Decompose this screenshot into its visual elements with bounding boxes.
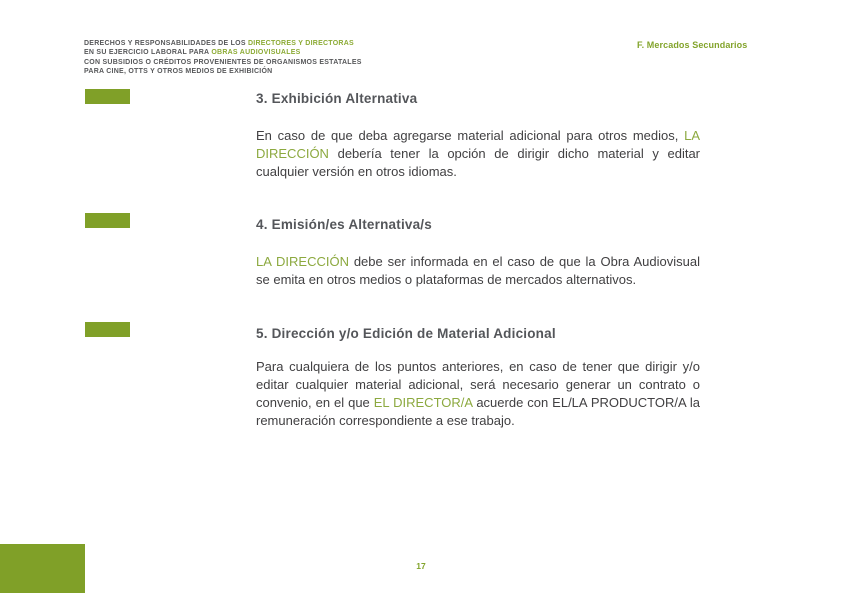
section-paragraph — [256, 127, 700, 181]
header-line-3: CON SUBSIDIOS O CRÉDITOS PROVENIENTES DE ORGANISMOS ESTATALES — [84, 58, 362, 66]
section-marker — [85, 322, 130, 337]
paragraph-text: debe ser informada en el caso de que la Obra Audiovisual se emita en otros medios o plataformas de mercados alternativos. — [256, 254, 700, 287]
section-paragraph — [256, 253, 700, 289]
running-head-section-label: F. Mercados Secundarios — [637, 40, 748, 50]
section-heading: 3. Exhibición Alternativa — [256, 91, 418, 106]
paragraph-text: Para cualquiera de los puntos anteriores, en caso de tener que dirigir y/o editar cualquier material adicional, será necesario generar un contrato o convenio, en el que — [256, 359, 700, 410]
header-line-2-highlight: OBRAS AUDIOVISUALES — [211, 49, 301, 57]
page-number: 17 — [416, 561, 426, 571]
section-marker — [85, 213, 130, 228]
section-marker — [85, 89, 130, 104]
header-line-1-text: DERECHOS Y RESPONSABILIDADES DE LOS — [84, 40, 248, 47]
header-line-1 — [84, 39, 504, 48]
header-line-2-text: EN SU EJERCICIO LABORAL PARA — [84, 49, 212, 57]
section-heading: 5. Dirección y/o Edición de Material Adicional — [256, 326, 556, 341]
header-line-4: PARA CINE, OTTS Y OTROS MEDIOS DE EXHIBICIÓN — [84, 67, 273, 75]
paragraph-text: acuerde con EL/LA PRODUCTOR/A la remuneración correspondiente a ese trabajo. — [256, 395, 701, 428]
paragraph-highlight: LA DIRECCIÓN — [256, 254, 349, 269]
section-heading: 4. Emisión/es Alternativa/s — [256, 217, 432, 232]
paragraph-highlight: LA DIRECCIÓN — [256, 128, 700, 161]
section-paragraph — [256, 358, 700, 430]
header-line-2 — [84, 48, 504, 57]
paragraph-text: debería tener la opción de dirigir dicho material y editar cualquier versión en otros idiomas. — [256, 146, 700, 179]
header-title-block — [84, 39, 504, 76]
paragraph-text: En caso de que deba agregarse material adicional para otros medios, — [256, 128, 685, 143]
header-line-1-highlight: DIRECTORES Y DIRECTORAS — [247, 40, 354, 47]
paragraph-highlight: EL DIRECTOR/A — [373, 395, 473, 410]
